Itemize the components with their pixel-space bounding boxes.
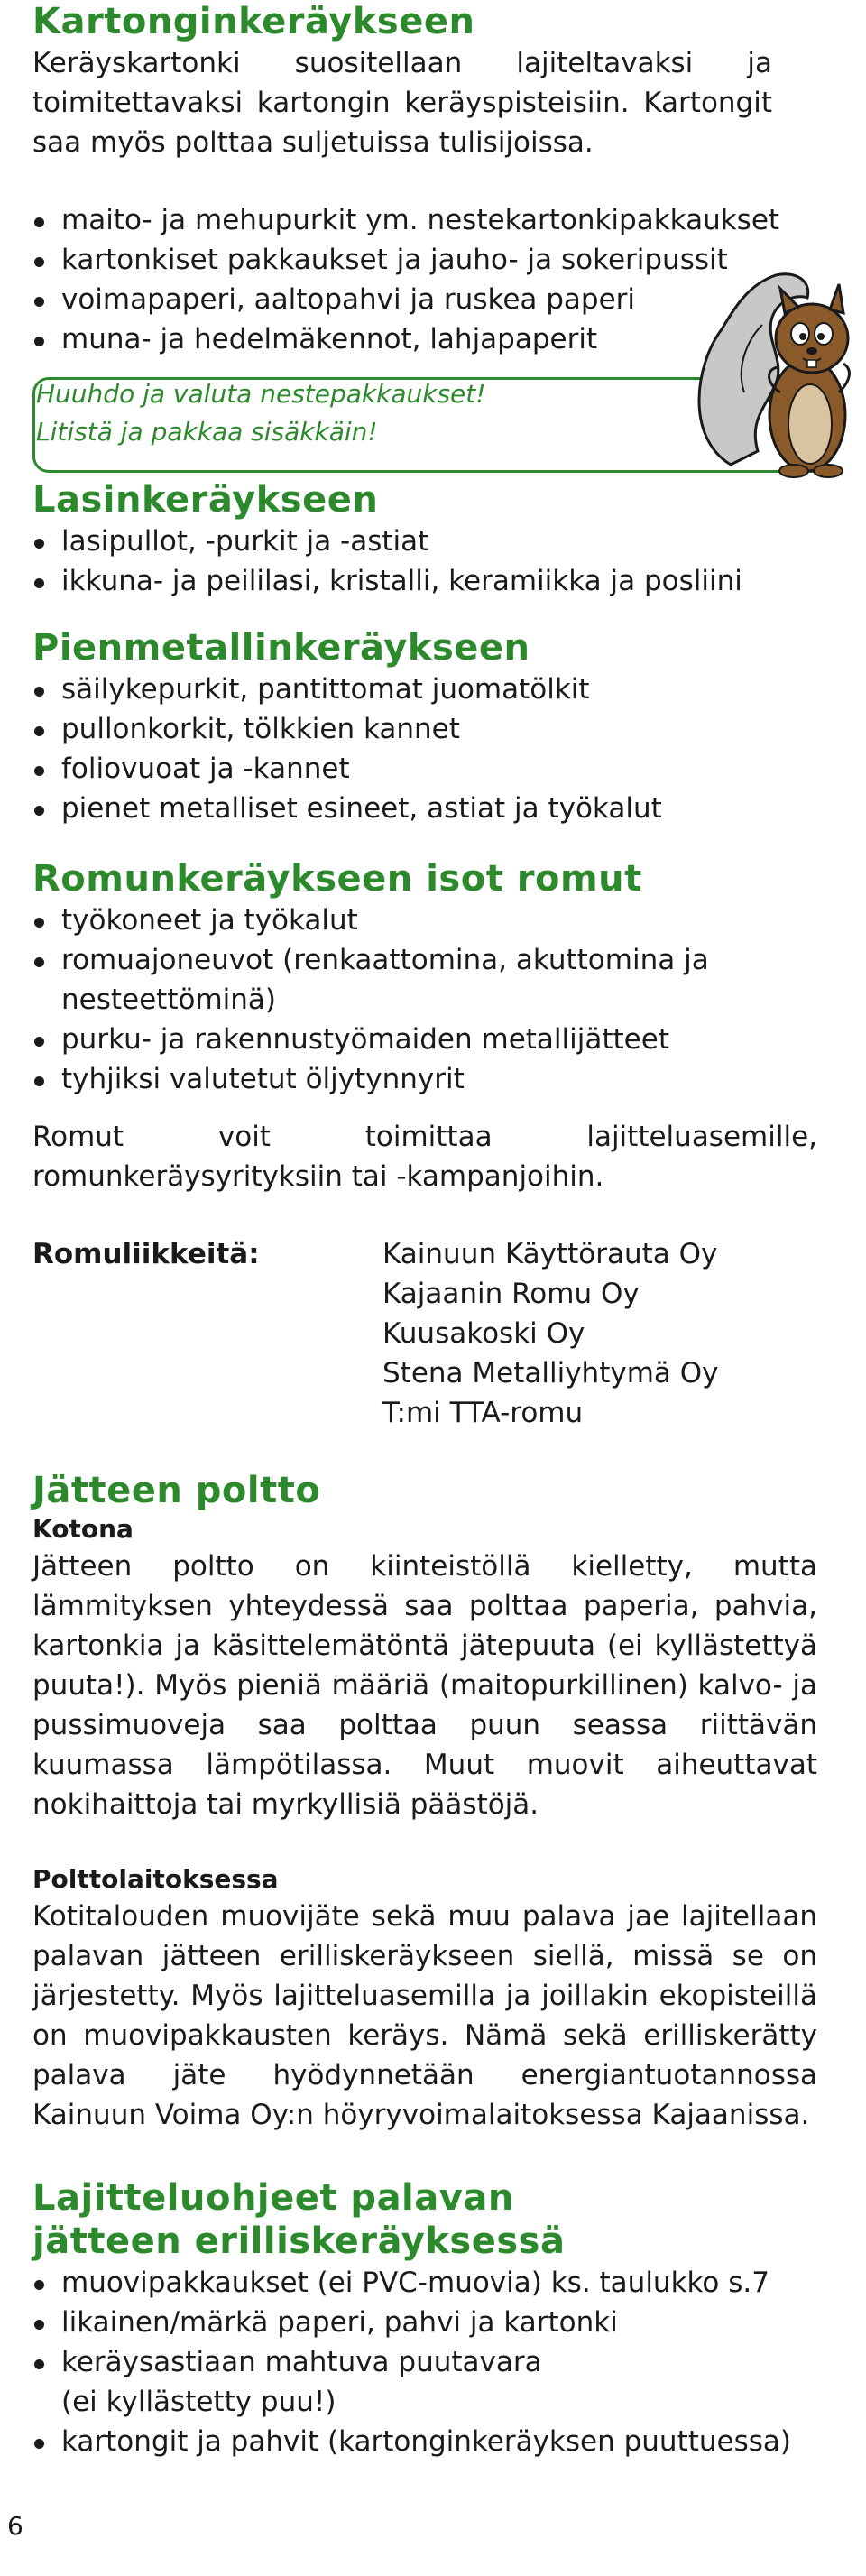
list-item: likainen/märkä paperi, pahvi ja kartonki xyxy=(32,2303,826,2342)
subsection-title-plant: Polttolaitoksessa xyxy=(32,1864,279,1894)
glass-list xyxy=(32,522,826,601)
section-title-cardboard: Kartonginkeräykseen xyxy=(32,1,475,42)
list-item: kartonkiset pakkaukset ja jauho- ja sokeripussit xyxy=(32,240,826,280)
section-title-scrap: Romunkeräykseen isot romut xyxy=(32,858,642,900)
section-burning xyxy=(32,1469,826,2135)
section-cardboard xyxy=(32,0,826,466)
list-item: työkoneet ja työkalut xyxy=(32,900,781,940)
list-item: pienet metalliset esineet, astiat ja työkalut xyxy=(32,789,826,828)
list-item: voimapaperi, aaltopahvi ja ruskea paperi xyxy=(32,280,826,319)
list-item: romuajoneuvot (renkaattomina, akuttomina ja nesteettöminä) xyxy=(32,940,781,1020)
cardboard-intro: Keräyskartonki suositellaan lajiteltavaksi ja toimitettavaksi kartongin keräyspisteisiin. Kartongit saa myös polttaa suljetuissa tulisijoissa. xyxy=(32,47,772,159)
subsection-title-home: Kotona xyxy=(32,1514,134,1544)
list-item: foliovuoat ja -kannet xyxy=(32,749,826,789)
cardboard-list xyxy=(32,200,826,359)
note-line: Huuhdo ja valuta nestepakkaukset! xyxy=(36,379,486,409)
section-sorting xyxy=(32,2176,826,2461)
sorting-list xyxy=(32,2263,826,2461)
cardboard-note xyxy=(32,368,826,466)
list-item: keräysastiaan mahtuva puutavara xyxy=(32,2342,826,2382)
dealer-name: Kuusakoski Oy xyxy=(382,1317,585,1350)
note-line: Litistä ja pakkaa sisäkkäin! xyxy=(36,417,378,447)
list-item: muovipakkaukset (ei PVC-muovia) ks. taulukko s.7 xyxy=(32,2263,826,2303)
scrap-text: Romut voit toimittaa lajitteluasemille, romunkeräysyrityksiin tai -kampanjoihin. xyxy=(32,1121,817,1193)
section-small-metal xyxy=(32,626,826,828)
list-item: lasipullot, -purkit ja -astiat xyxy=(32,522,826,561)
burning-plant-text: Kotitalouden muovijäte sekä muu palava jae lajitellaan palavan jätteen erilliskeräykseen siellä, missä se on järjestetty. Myös lajitteluasemilla ja joillakin ekopisteillä on muovipakkausten keräys. Nämä sekä erilliskerätty palava jäte hyödynnetään energiantuotannossa Kainuun Voima Oy:n höyryvoimalaitoksessa Kajaanissa. xyxy=(32,1900,817,2131)
list-item: ikkuna- ja peililasi, kristalli, keramiikka ja posliini xyxy=(32,561,826,601)
dealer-name: Kainuun Käyttörauta Oy xyxy=(382,1238,718,1270)
scrap-list xyxy=(32,900,781,1099)
dealers-label: Romuliikkeitä: xyxy=(32,1238,260,1270)
page-content xyxy=(32,0,826,2461)
section-title-glass: Lasinkeräykseen xyxy=(32,479,379,521)
dealer-name: T:mi TTA-romu xyxy=(382,1397,584,1429)
list-item: kartongit ja pahvit (kartonginkeräyksen puuttuessa) xyxy=(32,2422,826,2461)
scrap-dealers xyxy=(32,1234,826,1433)
section-title-sorting-line2: jätteen erilliskeräyksessä xyxy=(32,2221,566,2262)
dealers-list xyxy=(382,1234,719,1433)
list-item-continuation: (ei kyllästetty puu!) xyxy=(61,2386,336,2418)
section-scrap xyxy=(32,857,826,1433)
section-title-burning: Jätteen poltto xyxy=(32,1470,321,1511)
list-item: tyhjiksi valutetut öljytynnyrit xyxy=(32,1059,781,1099)
list-item: purku- ja rakennustyömaiden metallijätteet xyxy=(32,1020,781,1059)
burning-home-text: Jätteen poltto on kiinteistöllä kielletty, mutta lämmityksen yhteydessä saa polttaa paperia, pahvia, kartonkia ja käsittelemätöntä jätepuuta (ei kyllästettyä puuta!). Myös pieniä määriä (maitopurkillinen) kalvo- ja pussimuoveja saa polttaa puun seassa riittävän kuumassa lämpötilassa. Muut muovit aiheuttavat nokihaittoja tai myrkyllisiä päästöjä. xyxy=(32,1550,817,1821)
section-glass xyxy=(32,478,826,601)
list-item: maito- ja mehupurkit ym. nestekartonkipakkaukset xyxy=(32,200,826,240)
list-item: pullonkorkit, tölkkien kannet xyxy=(32,709,826,749)
list-item: muna- ja hedelmäkennot, lahjapaperit xyxy=(32,319,826,359)
section-title-sorting: Lajitteluohjeet palavan xyxy=(32,2177,514,2219)
page-number: 6 xyxy=(7,2511,23,2541)
section-title-small-metal: Pienmetallinkeräykseen xyxy=(32,627,530,669)
small-metal-list xyxy=(32,669,826,828)
dealer-name: Stena Metalliyhtymä Oy xyxy=(382,1357,719,1390)
list-item: säilykepurkit, pantittomat juomatölkit xyxy=(32,669,826,709)
dealer-name: Kajaanin Romu Oy xyxy=(382,1278,640,1310)
